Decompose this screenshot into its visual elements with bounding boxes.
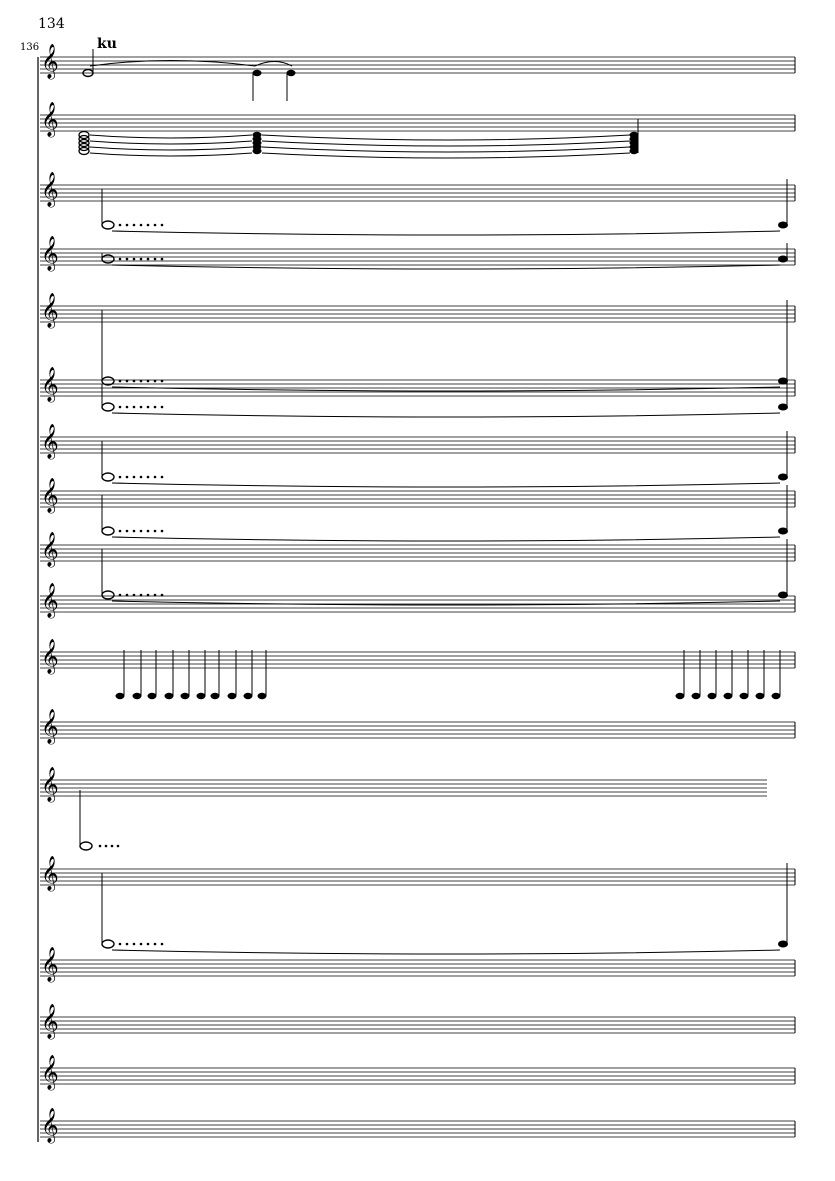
augmentation-dot	[126, 594, 129, 597]
tie	[112, 265, 780, 269]
note-head	[772, 693, 781, 699]
augmentation-dot	[140, 594, 143, 597]
note-head	[258, 693, 267, 699]
augmentation-dot	[161, 594, 164, 597]
augmentation-dot	[154, 943, 157, 946]
page-number: 134	[38, 16, 65, 32]
treble-clef-icon: 𝄞	[41, 947, 59, 982]
augmentation-dot	[126, 258, 129, 261]
augmentation-dot	[111, 845, 114, 848]
augmentation-dot	[147, 258, 150, 261]
augmentation-dot	[147, 406, 150, 409]
tie	[112, 537, 780, 541]
augmentation-dot	[140, 224, 143, 227]
treble-clef-icon: 𝄞	[41, 102, 59, 137]
augmentation-dot	[147, 530, 150, 533]
augmentation-dot	[154, 476, 157, 479]
augmentation-dot	[119, 258, 122, 261]
augmentation-dot	[119, 406, 122, 409]
augmentation-dot	[133, 943, 136, 946]
augmentation-dot	[140, 476, 143, 479]
note-head	[692, 693, 701, 699]
augmentation-dot	[133, 406, 136, 409]
tie	[90, 141, 252, 144]
augmentation-dot	[161, 224, 164, 227]
augmentation-dot	[154, 406, 157, 409]
augmentation-dot	[119, 476, 122, 479]
tie	[90, 135, 252, 138]
augmentation-dot	[133, 258, 136, 261]
note-head	[740, 693, 749, 699]
treble-clef-icon: 𝄞	[41, 236, 59, 271]
note-head	[116, 693, 125, 699]
treble-clef-icon: 𝄞	[41, 293, 59, 328]
augmentation-dot	[133, 224, 136, 227]
augmentation-dot	[126, 943, 129, 946]
augmentation-dot	[140, 258, 143, 261]
augmentation-dot	[161, 258, 164, 261]
augmentation-dot	[140, 943, 143, 946]
tie	[112, 950, 780, 954]
augmentation-dot	[126, 380, 129, 383]
treble-clef-icon: 𝄞	[41, 1108, 59, 1143]
augmentation-dot	[126, 530, 129, 533]
treble-clef-icon: 𝄞	[41, 583, 59, 618]
note-head	[102, 255, 114, 263]
tie	[262, 135, 630, 140]
note-head	[102, 473, 114, 481]
augmentation-dot	[119, 594, 122, 597]
augmentation-dot	[119, 530, 122, 533]
tie	[262, 153, 630, 158]
tie	[262, 141, 630, 146]
augmentation-dot	[133, 594, 136, 597]
tie	[90, 153, 252, 156]
note-head	[287, 70, 296, 76]
augmentation-dot	[147, 476, 150, 479]
note-head	[181, 693, 190, 699]
augmentation-dot	[161, 476, 164, 479]
note-head	[102, 403, 114, 411]
augmentation-dot	[154, 594, 157, 597]
augmentation-dot	[154, 258, 157, 261]
augmentation-dot	[147, 224, 150, 227]
note-head	[253, 70, 262, 76]
augmentation-dot	[99, 845, 102, 848]
augmentation-dot	[117, 845, 120, 848]
augmentation-dot	[140, 406, 143, 409]
note-head	[630, 148, 639, 154]
note-head	[102, 527, 114, 535]
augmentation-dot	[133, 530, 136, 533]
augmentation-dot	[133, 476, 136, 479]
augmentation-dot	[161, 406, 164, 409]
treble-clef-icon: 𝄞	[41, 367, 59, 402]
treble-clef-icon: 𝄞	[41, 1004, 59, 1039]
augmentation-dot	[154, 224, 157, 227]
treble-clef-icon: 𝄞	[41, 856, 59, 891]
augmentation-dot	[154, 530, 157, 533]
augmentation-dot	[126, 224, 129, 227]
augmentation-dot	[133, 380, 136, 383]
treble-clef-icon: 𝄞	[41, 639, 59, 674]
augmentation-dot	[119, 224, 122, 227]
treble-clef-icon: 𝄞	[41, 478, 59, 513]
augmentation-dot	[126, 406, 129, 409]
treble-clef-icon: 𝄞	[41, 44, 59, 79]
note-head	[676, 693, 685, 699]
tie	[112, 601, 780, 605]
note-head	[133, 693, 142, 699]
tie	[262, 147, 630, 152]
note-head	[708, 693, 717, 699]
treble-clef-icon: 𝄞	[41, 709, 59, 744]
augmentation-dot	[161, 530, 164, 533]
note-head	[165, 693, 174, 699]
augmentation-dot	[154, 380, 157, 383]
augmentation-dot	[147, 380, 150, 383]
augmentation-dot	[147, 943, 150, 946]
augmentation-dot	[147, 594, 150, 597]
note-head	[756, 693, 765, 699]
treble-clef-icon: 𝄞	[41, 1055, 59, 1090]
bar-number: 136	[20, 42, 40, 53]
note-head	[148, 693, 157, 699]
tie	[112, 231, 780, 235]
note-head	[724, 693, 733, 699]
note-head	[253, 148, 262, 154]
note-head	[228, 693, 237, 699]
note-head	[197, 693, 206, 699]
tie	[90, 147, 252, 150]
augmentation-dot	[140, 530, 143, 533]
treble-clef-icon: 𝄞	[41, 532, 59, 567]
note-head	[102, 940, 114, 948]
augmentation-dot	[105, 845, 108, 848]
augmentation-dot	[126, 476, 129, 479]
treble-clef-icon: 𝄞	[41, 767, 59, 802]
note-head	[102, 221, 114, 229]
augmentation-dot	[119, 943, 122, 946]
treble-clef-icon: 𝄞	[41, 172, 59, 207]
lyric-syllable: ku	[97, 36, 117, 52]
note-head	[102, 591, 114, 599]
treble-clef-icon: 𝄞	[41, 424, 59, 459]
augmentation-dot	[161, 380, 164, 383]
note-head	[80, 842, 92, 850]
tie	[112, 413, 780, 417]
note-head	[211, 693, 220, 699]
augmentation-dot	[119, 380, 122, 383]
tie	[112, 483, 780, 487]
augmentation-dot	[161, 943, 164, 946]
augmentation-dot	[140, 380, 143, 383]
note-head	[244, 693, 253, 699]
